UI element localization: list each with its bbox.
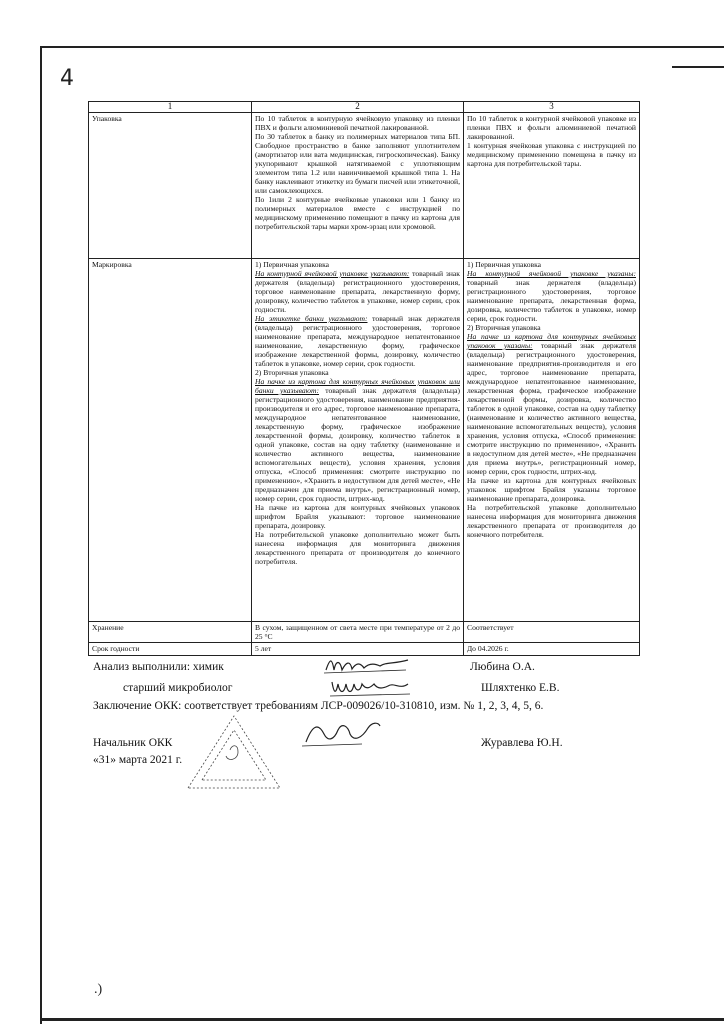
analysis-performed-label: Анализ выполнили: химик: [93, 661, 224, 673]
requirement-cell: [252, 259, 464, 622]
paragraph: [467, 323, 636, 332]
department-stamp: [178, 710, 288, 796]
paragraph-text: 2) Вторичная упаковка: [467, 323, 541, 332]
paragraph: [467, 269, 636, 323]
paragraph: По 1или 2 контурные ячейковые упаковки или 1 банку из полимерных материалов вместе с инструкцией по медицинскому применению помещают в пачку из картона для потребительской тары марки хром-эрзац или хромовой.: [255, 195, 460, 231]
paragraph: [255, 377, 460, 503]
requirement-cell: [252, 113, 464, 259]
table-row-packaging: [89, 113, 640, 259]
chemist-name: Любина О.А.: [470, 661, 535, 673]
paragraph-text: 1) Первичная упаковка: [467, 260, 542, 269]
paragraph-text: товарный знак держателя (владельца) регистрационного удостоверения, торговое наименование препарата, лекарственная форма, дозировка, количество таблеток в упаковке, номер серии, срок годности.: [467, 278, 636, 323]
paragraph-text: товарный знак держателя (владельца) регистрационного удостоверения, наименование предприятия-производителя и его адрес, торговое наименование препарата, международное непатентованное наименование, лекарственную форму, графическое изображение лекарственной формы, дозировку, количество таблеток в одной упаковке, состав на одну таблетку (наименование и количество активного вещества, наименование вспомогательных веществ), условия хранения, условия отпуска, «Способ применения: смотрите инструкцию по применению», «Хранить в недоступном для детей месте», «Не предназначен для приема внутрь», регистрационный номер, номер серии, срок годности, штрих-код.: [255, 386, 460, 503]
paragraph-text: товарный знак держателя (владельца) регистрационного удостоверения, торговое наименование препарата, международное непатентованное наименование, лекарственную форму, графическое изображение лекарственной формы, дозировку, количество таблеток в упаковке, номер серии, срок годности.: [255, 314, 460, 368]
paragraph: [255, 503, 460, 530]
column-header-2: 2: [252, 102, 464, 113]
result-cell: [464, 113, 640, 259]
microbiologist-name: Шляхтенко Е.В.: [481, 682, 560, 694]
row-label: Хранение: [89, 622, 252, 643]
table-row-labeling: [89, 259, 640, 622]
underlined-heading: На пачке из картона для контурных ячейковых упаковок указаны:: [467, 332, 636, 350]
specification-table: [88, 101, 640, 656]
row-label: Упаковка: [89, 113, 252, 259]
paragraph: 1 контурная ячейковая упаковка с инструкцией по медицинскому применению помещена в пачку из картона для потребительской тары.: [467, 141, 636, 168]
paragraph-text: На потребительской упаковке дополнительно может быть нанесена информация для мониторинга движения лекарственного препарата от производителя до конечного потребителя.: [255, 530, 460, 566]
corner-dash-mark: [672, 66, 724, 68]
paragraph: По 30 таблеток в банку из полимерных материалов типа БП. Свободное пространство в банке заполняют уплотнителем (амортизатор или вата медицинская, гигроскопическая). Банку укупоривают крышкой натягиваемой с уплотняющим элементом типа 1.2 или навинчиваемой крышкой типа 1. На банку наклеивают этикетку из бумаги писчей или этикеточной, или самоклеющихся.: [255, 132, 460, 195]
paragraph: [467, 332, 636, 476]
paragraph: По 10 таблеток в контурной ячейковой упаковке из пленки ПВХ и фольги алюминиевой печатной лакированной.: [467, 114, 636, 141]
paragraph: [255, 368, 460, 377]
column-header-3: 3: [464, 102, 640, 113]
scan-border-left: [40, 46, 42, 1024]
paragraph-text: 1) Первичная упаковка: [255, 260, 330, 269]
underlined-heading: На контурной ячейковой упаковке указаны:: [467, 269, 636, 278]
underlined-heading: На контурной ячейковой упаковке указывают:: [255, 269, 410, 278]
chemist-signature: [322, 654, 412, 676]
requirement-cell: 5 лет: [252, 643, 464, 656]
result-cell: [464, 259, 640, 622]
paragraph-text: товарный знак держателя (владельца) регистрационного удостоверения, наименование предприятия-производителя и его адрес, торговое наименование препарата, международное непатентованное наименование, лекарственная форма, графическое изображение лекарственной формы, дозировка, количество таблеток в одной упаковке, состав на одну таблетку (наименование и количество активного вещества, наименование вспомогательных веществ), условия хранения, условия отпуска, «Способ применения: смотрите инструкцию по применению», «Хранить в недоступном для детей месте», «Не предназначен для приема внутрь», регистрационный номер, номер серии, срок годности, штрих-код.: [467, 341, 637, 476]
underlined-heading: На этикетке банки указывают:: [255, 314, 368, 323]
microbiologist-signature: [328, 676, 414, 698]
paragraph: [255, 314, 460, 368]
paragraph: [255, 269, 460, 314]
senior-microbiologist-label: старший микробиолог: [123, 682, 233, 694]
paragraph: [467, 503, 636, 539]
paragraph: [255, 530, 460, 566]
row-label: Срок годности: [89, 643, 252, 656]
result-cell: Соответствует: [464, 622, 640, 643]
head-qc-name: Журавлева Ю.Н.: [481, 737, 563, 749]
head-signature: [298, 716, 382, 750]
table-header-row: [89, 102, 640, 113]
paragraph-text: товарный знак держателя (владельца) регистрационного удостоверения, торговое наименование препарата, лекарственную форму, дозировку, количество таблеток в упаковке, номер серии, срок годности.: [255, 269, 460, 314]
bottom-handwritten-mark: .): [94, 982, 103, 997]
handwritten-page-number: 4: [60, 66, 74, 91]
column-header-1: 1: [89, 102, 252, 113]
paragraph-text: На пачке из картона для контурных ячейковых упаковок шрифтом Брайля указаны торговое наименование препарата, дозировка.: [467, 476, 636, 503]
requirement-cell: В сухом, защищенном от света месте при температуре от 2 до 25 °С: [252, 622, 464, 643]
signature-date: «31» марта 2021 г.: [93, 754, 183, 766]
paragraph: [467, 476, 636, 503]
paragraph: [467, 260, 636, 269]
paragraph-text: 2) Вторичная упаковка: [255, 368, 329, 377]
paragraph: По 10 таблеток в контурную ячейковую упаковку из пленки ПВХ и фольги алюминиевой печатной лакированной.: [255, 114, 460, 132]
paragraph-text: На потребительской упаковке дополнительно нанесена информация для мониторинга движения лекарственного препарата от производителя до конечного потребителя.: [467, 503, 636, 539]
paragraph: [255, 260, 460, 269]
head-qc-label: Начальник ОКК: [93, 737, 173, 749]
table-row-storage: [89, 622, 640, 643]
row-label: Маркировка: [89, 259, 252, 622]
qc-conclusion: Заключение ОКК: соответствует требованиям ЛСР-009026/10-310810, изм. № 1, 2, 3, 4, 5, 6.: [93, 700, 544, 712]
result-cell: До 04.2026 г.: [464, 643, 640, 656]
scan-border-top: [40, 46, 724, 48]
scan-border-bottom: [40, 1018, 724, 1021]
paragraph-text: На пачке из картона для контурных ячейковых упаковок шрифтом Брайля указывают: торговое наименование препарата, дозировку.: [255, 503, 460, 530]
underlined-heading: На пачке из картона для контурных ячейковых упаковок или банки указывают:: [255, 377, 460, 395]
